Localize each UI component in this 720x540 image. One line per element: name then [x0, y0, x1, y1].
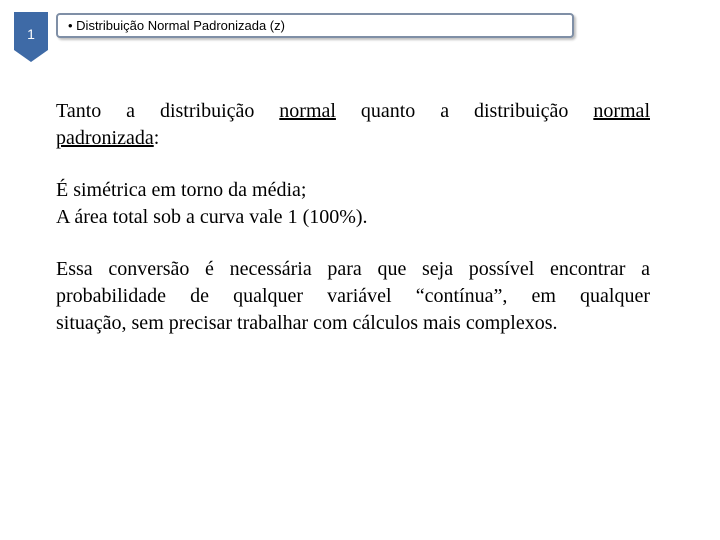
slide-title: • Distribuição Normal Padronizada (z) [68, 18, 285, 33]
paragraph-intro [56, 98, 650, 152]
conversion-line-3: situação, sem precisar trabalhar com cálculos mais complexos. [56, 312, 558, 334]
intro-line-2 [56, 125, 650, 152]
term-normal-1: normal [279, 100, 336, 122]
title-box [56, 13, 574, 38]
property-line-2: A área total sob a curva vale 1 (100%). [56, 206, 368, 228]
term-normal-2: normal [593, 100, 650, 122]
slide-content [56, 98, 650, 362]
intro-middle: quanto a distribuição [335, 100, 594, 122]
slide-number: 1 [27, 26, 35, 42]
paragraph-conversion [56, 256, 650, 337]
property-line-1: É simétrica em torno da média; [56, 179, 307, 201]
intro-prefix: Tanto a distribuição [56, 100, 280, 122]
intro-line-1 [56, 98, 650, 125]
intro-suffix: : [153, 127, 160, 149]
conversion-line-2: probabilidade de qualquer variável “contínua”, em qualquer [56, 285, 650, 307]
conversion-line-1: Essa conversão é necessária para que seja possível encontrar a [56, 258, 650, 280]
term-padronizada: padronizada [56, 127, 154, 149]
paragraph-properties [56, 177, 650, 231]
slide-number-badge [14, 12, 48, 62]
